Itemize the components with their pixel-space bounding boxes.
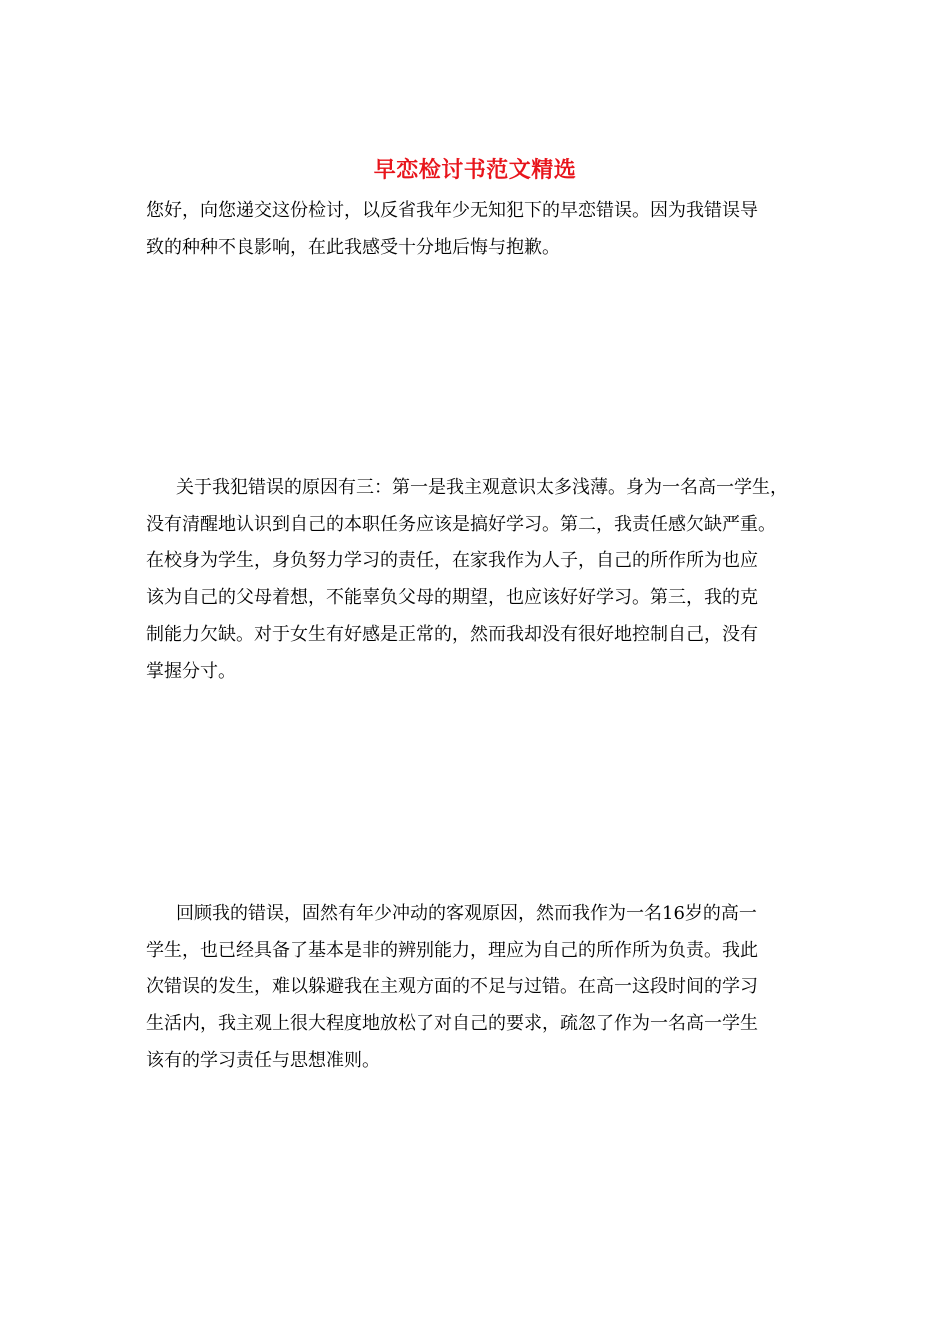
paragraph-line: 生活内，我主观上很大程度地放松了对自己的要求，疏忽了作为一名高一学生 [146, 1013, 758, 1035]
paragraph-line: 您好，向您递交这份检讨，以反省我年少无知犯下的早恋错误。因为我错误导 [146, 200, 758, 221]
paragraph-line: 该有的学习责任与思想准则。 [146, 1049, 380, 1071]
paragraph-line: 致的种种不良影响，在此我感受十分地后悔与抱歉。 [146, 236, 560, 258]
paragraph-line: 回顾我的错误，固然有年少冲动的客观原因，然而我作为一名16岁的高一 [176, 903, 757, 924]
paragraph-3 [146, 896, 808, 1080]
paragraph-line: 该为自己的父母着想，不能辜负父母的期望，也应该好好学习。第三，我的克 [146, 587, 758, 609]
paragraph-line: 没有清醒地认识到自己的本职任务应该是搞好学习。第二，我责任感欠缺严重。 [146, 513, 776, 535]
paragraph-line: 在校身为学生，身负努力学习的责任，在家我作为人子，自己的所作所为也应 [146, 550, 758, 572]
paragraph-line: 次错误的发生，难以躲避我在主观方面的不足与过错。在高一这段时间的学习 [146, 976, 758, 998]
paragraph-line: 掌握分寸。 [146, 660, 236, 682]
paragraph-line: 制能力欠缺。对于女生有好感是正常的，然而我却没有很好地控制自己，没有 [146, 623, 758, 645]
paragraph-line: 学生，也已经具备了基本是非的辨别能力，理应为自己的所作所为负责。我此 [146, 939, 758, 961]
paragraph-line: 关于我犯错误的原因有三：第一是我主观意识太多浅薄。身为一名高一学生， [176, 477, 788, 498]
paragraph-1 [146, 193, 808, 266]
paragraph-2 [146, 470, 808, 690]
document-title: 早恋检讨书范文精选 [373, 157, 577, 183]
